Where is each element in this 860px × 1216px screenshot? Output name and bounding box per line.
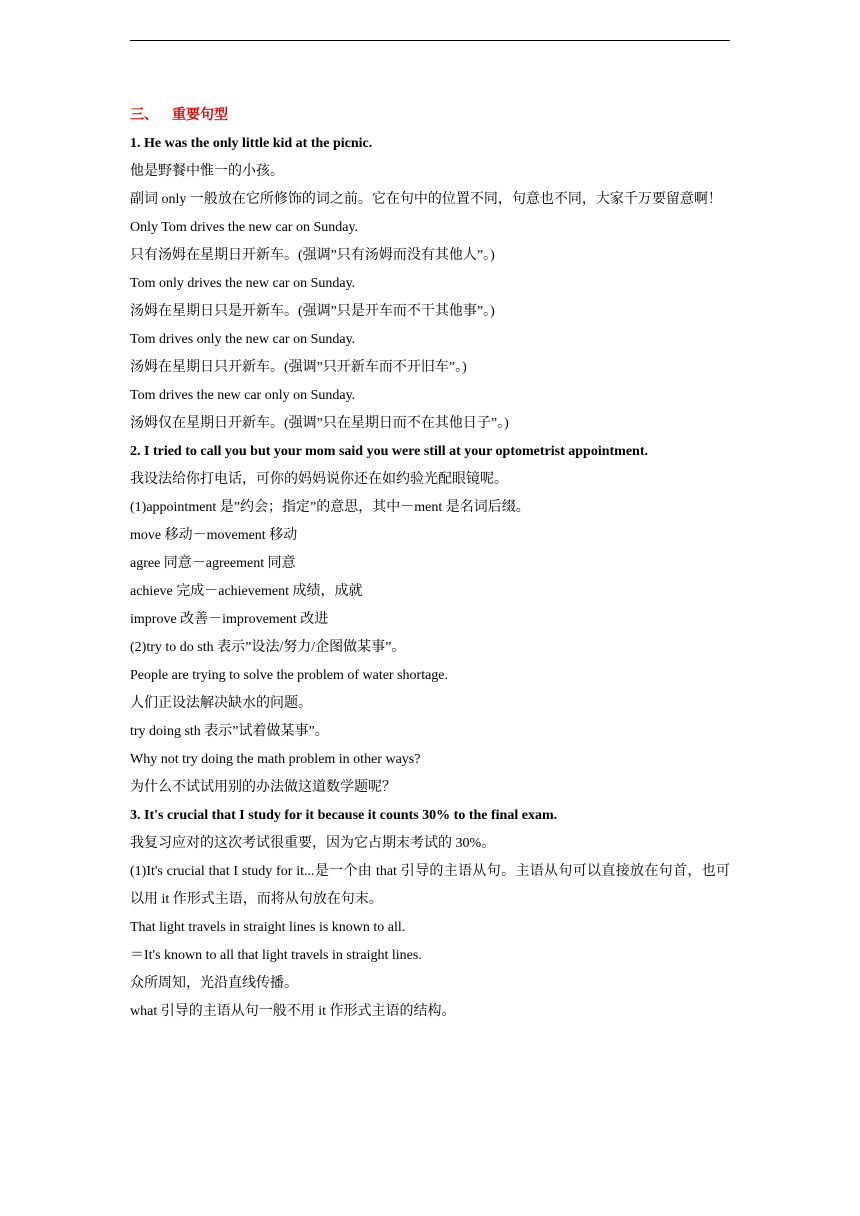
text-line: try doing sth 表示”试着做某事”。	[130, 724, 329, 739]
text-line: what 引导的主语从句一般不用 it 作形式主语的结构。	[130, 1004, 456, 1019]
text-line: 他是野餐中惟一的小孩。	[130, 164, 284, 179]
text-paragraph: 副词 only 一般放在它所修饰的词之前。它在句中的位置不同，句意也不同，大家千万要留意啊！	[130, 192, 722, 207]
text-line: 只有汤姆在星期日开新车。(强调”只有汤姆而没有其他人”。)	[130, 248, 495, 263]
text-line: 人们正设法解决缺水的问题。	[130, 696, 312, 711]
section-heading	[130, 103, 730, 127]
text-line: 汤姆在星期日只是开新车。(强调”只是开车而不干其他事”。)	[130, 304, 495, 319]
document-body	[130, 103, 730, 1026]
text-line: (1)appointment 是”约会；指定”的意思，其中－ment 是名词后缀。	[130, 500, 530, 515]
text-line: 汤姆仅在星期日开新车。(强调”只在星期日而不在其他日子”。)	[130, 416, 509, 431]
text-line: People are trying to solve the problem of water shortage.	[130, 668, 449, 683]
text-line: Tom drives only the new car on Sunday.	[130, 332, 356, 347]
text-line: achieve 完成－achievement 成绩，成就	[130, 584, 363, 599]
text-line: 众所周知，光沿直线传播。	[130, 976, 298, 991]
text-paragraph: (1)It's crucial that I study for it...是一个由 that 引导的主语从句。主语从句可以直接放在句首，也可以用 it 作形式主语，而将从句放在句末。	[130, 864, 730, 907]
text-line: improve 改善－improvement 改进	[130, 612, 329, 627]
text-lines	[130, 130, 730, 1026]
section-title: 重要句型	[172, 107, 228, 123]
sentence-heading: 2. I tried to call you but your mom said you were still at your optometrist appointment.	[130, 444, 648, 459]
section-number: 三、	[130, 107, 158, 123]
text-line: Tom only drives the new car on Sunday.	[130, 276, 356, 291]
text-line: agree 同意－agreement 同意	[130, 556, 296, 571]
text-line: Why not try doing the math problem in other ways?	[130, 752, 421, 767]
sentence-heading: 3. It's crucial that I study for it because it counts 30% to the final exam.	[130, 808, 558, 823]
header-rule	[130, 40, 730, 41]
sentence-heading: 1. He was the only little kid at the picnic.	[130, 136, 373, 151]
text-line: ＝It's known to all that light travels in straight lines.	[130, 948, 422, 963]
text-line: 我设法给你打电话，可你的妈妈说你还在如约验光配眼镜呢。	[130, 472, 508, 487]
text-line: 汤姆在星期日只开新车。(强调”只开新车而不开旧车”。)	[130, 360, 467, 375]
text-line: move 移动－movement 移动	[130, 528, 298, 543]
text-line: Only Tom drives the new car on Sunday.	[130, 220, 359, 235]
text-line: (2)try to do sth 表示”设法/努力/企图做某事”。	[130, 640, 406, 655]
text-line: Tom drives the new car only on Sunday.	[130, 388, 356, 403]
text-line: 我复习应对的这次考试很重要，因为它占期末考试的 30%。	[130, 836, 496, 851]
text-line: That light travels in straight lines is known to all.	[130, 920, 406, 935]
text-line: 为什么不试试用别的办法做这道数学题呢？	[130, 780, 396, 795]
